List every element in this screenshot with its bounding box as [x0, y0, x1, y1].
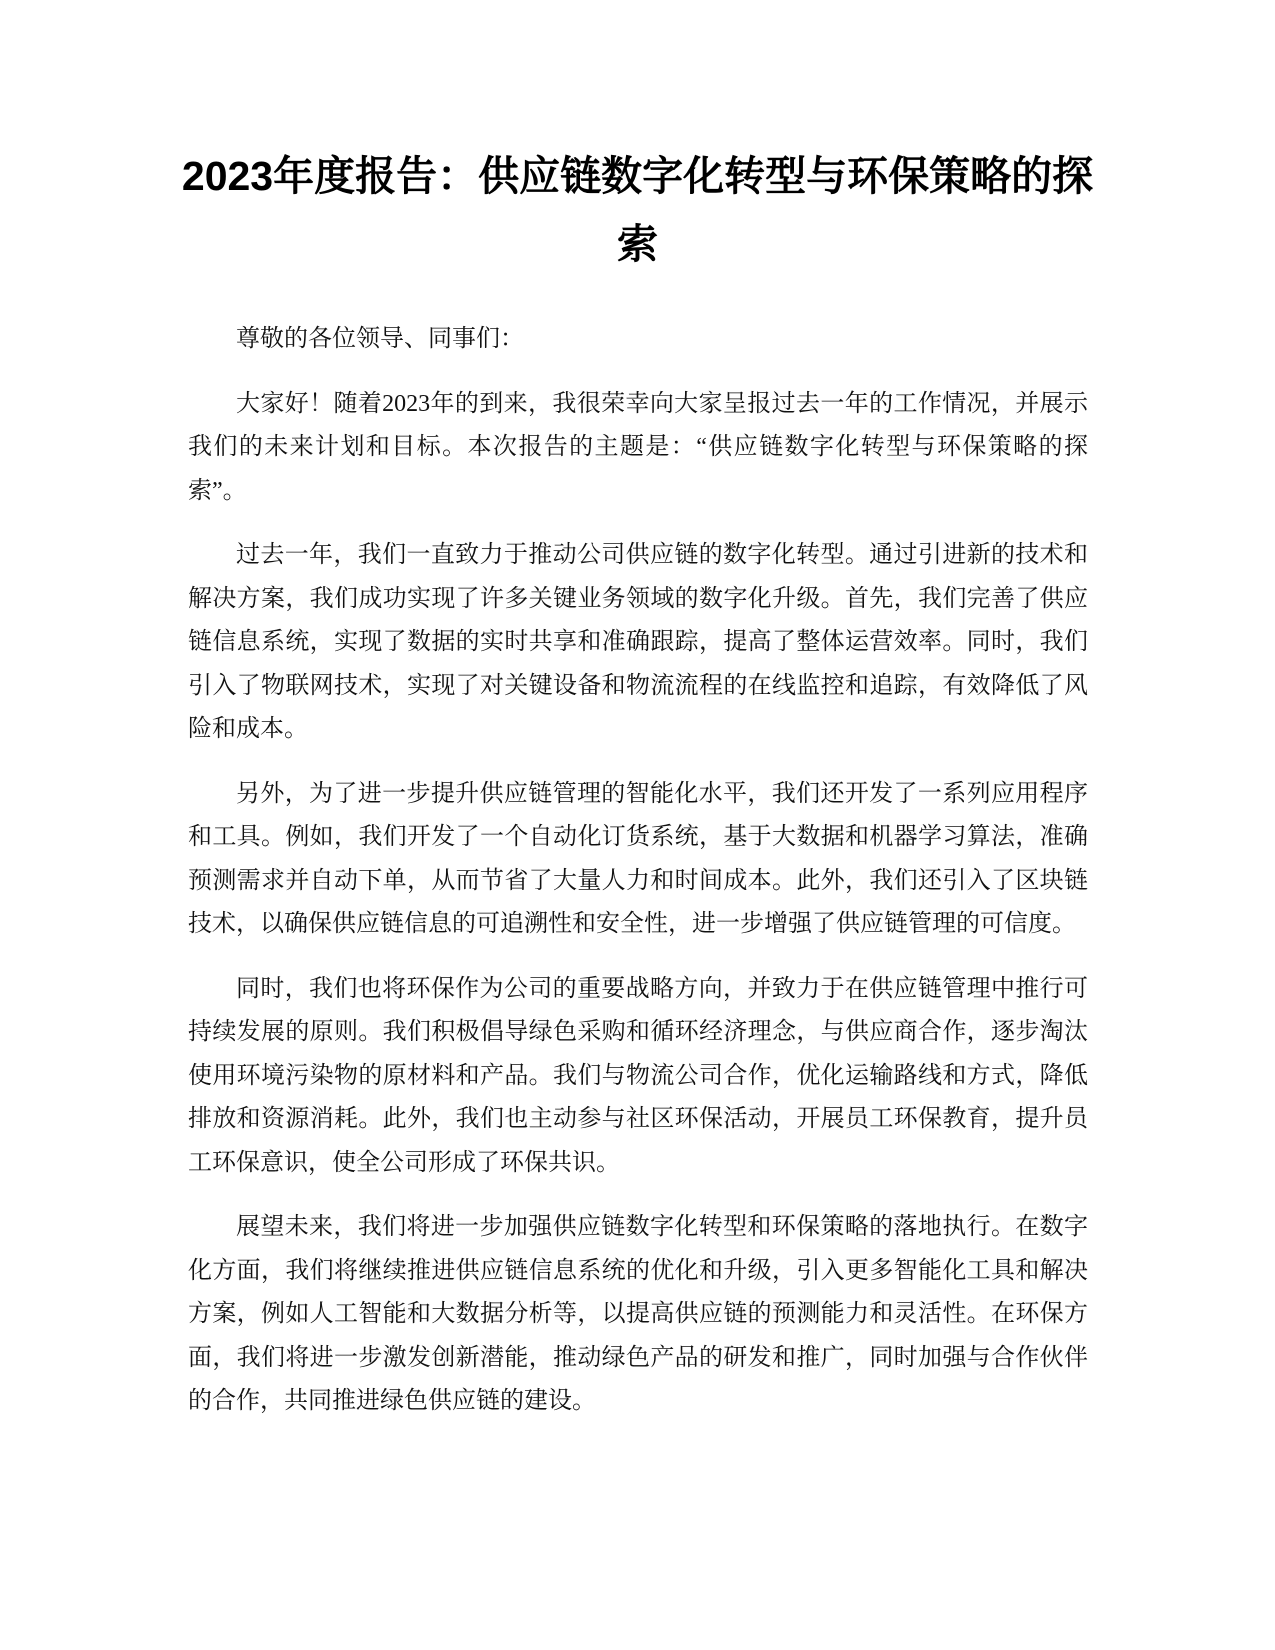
paragraph-intro: 大家好！随着2023年的到来，我很荣幸向大家呈报过去一年的工作情况，并展示我们的未来计划和目标。本次报告的主题是：“供应链数字化转型与环保策略的探索”。	[188, 390, 1088, 504]
document-body	[188, 318, 1088, 1445]
paragraph-outlook: 展望未来，我们将进一步加强供应链数字化转型和环保策略的落地执行。在数字化方面，我们将继续推进供应链信息系统的优化和升级，引入更多智能化工具和解决方案，例如人工智能和大数据分析等，以提高供应链的预测能力和灵活性。在环保方面，我们将进一步激发创新潜能，推动绿色产品的研发和推广，同时加强与合作伙伴的合作，共同推进绿色供应链的建设。	[188, 1214, 1088, 1414]
paragraph-digital-transformation: 过去一年，我们一直致力于推动公司供应链的数字化转型。通过引进新的技术和解决方案，我们成功实现了许多关键业务领域的数字化升级。首先，我们完善了供应链信息系统，实现了数据的实时共享和准确跟踪，提高了整体运营效率。同时，我们引入了物联网技术，实现了对关键设备和物流流程的在线监控和追踪，有效降低了风险和成本。	[188, 542, 1088, 742]
paragraph-salutation: 尊敬的各位领导、同事们：	[236, 326, 524, 352]
document-title: 2023年度报告：供应链数字化转型与环保策略的探索	[181, 153, 1094, 267]
paragraph-smart-tools: 另外，为了进一步提升供应链管理的智能化水平，我们还开发了一系列应用程序和工具。例如，我们开发了一个自动化订货系统，基于大数据和机器学习算法，准确预测需求并自动下单，从而节省了大量人力和时间成本。此外，我们还引入了区块链技术，以确保供应链信息的可追溯性和安全性，进一步增强了供应链管理的可信度。	[188, 780, 1088, 937]
paragraph-environment: 同时，我们也将环保作为公司的重要战略方向，并致力于在供应链管理中推行可持续发展的原则。我们积极倡导绿色采购和循环经济理念，与供应商合作，逐步淘汰使用环境污染物的原材料和产品。我们与物流公司合作，优化运输路线和方式，降低排放和资源消耗。此外，我们也主动参与社区环保活动，开展员工环保教育，提升员工环保意识，使全公司形成了环保共识。	[188, 975, 1088, 1176]
